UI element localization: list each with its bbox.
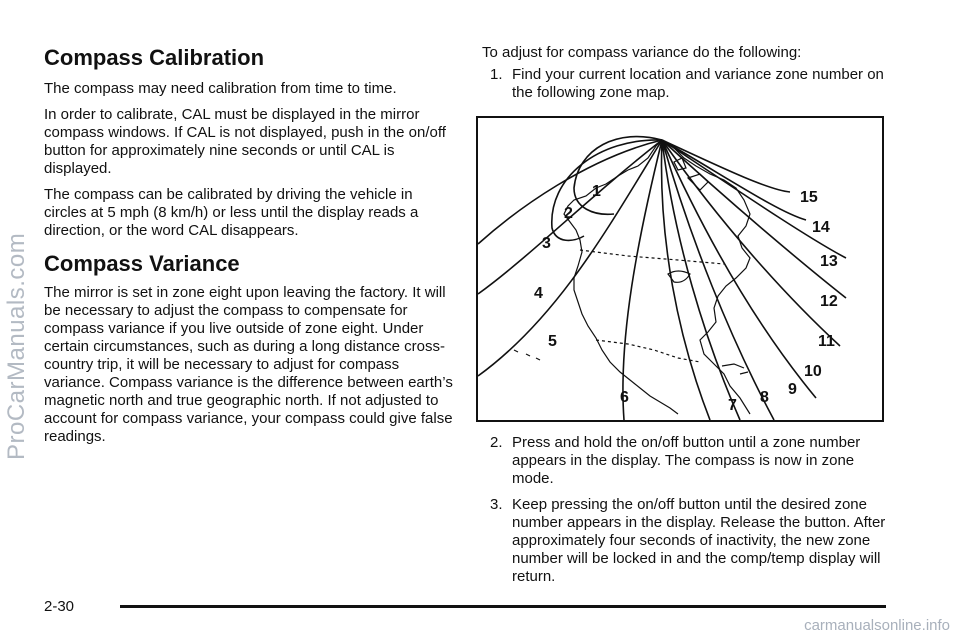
step-3-text: Keep pressing the on/off button until the desired zone number appears in the display. Release the button. After approximately four seconds of inactivity, the new zone number will be locked in and the comp/temp display will return. bbox=[512, 496, 886, 585]
zone-label-12: 12 bbox=[820, 293, 838, 310]
zone-label-9: 9 bbox=[788, 381, 797, 398]
step-1 bbox=[482, 66, 892, 102]
variance-paragraph: The mirror is set in zone eight upon leaving the factory. It will be necessary to adjust the compass to compensate for compass variance if you live outside of zone eight. Under certain circumstances, such as during a long distance cross-country trip, it will be necessary to adjust for compass variance. Compass variance is the difference between earth’s magnetic north and true geographic north. If not adjusted to account for compass variance, your compass could give false readings. bbox=[44, 284, 453, 445]
zone-label-3: 3 bbox=[542, 235, 551, 252]
calibration-paragraph-2: In order to calibrate, CAL must be displayed in the mirror compass windows. If CAL is not displayed, push in the on/off button for approximately nine seconds or until CAL is displayed. bbox=[44, 106, 446, 177]
calibration-paragraph-3: The compass can be calibrated by driving the vehicle in circles at 5 mph (8 km/h) or less until the display reads a direction, or the word CAL disappears. bbox=[44, 186, 419, 239]
step-1-text: Find your current location and variance zone number on the following zone map. bbox=[512, 66, 884, 101]
zone-boundary-lines bbox=[478, 137, 846, 420]
zone-label-15: 15 bbox=[800, 189, 818, 206]
step-2 bbox=[482, 434, 892, 488]
north-america-outline bbox=[514, 140, 750, 414]
zone-label-10: 10 bbox=[804, 363, 822, 380]
variance-zone-map bbox=[476, 116, 884, 422]
step-3-number: 3. bbox=[490, 496, 503, 513]
site-watermark: ProCarManuals.com bbox=[3, 232, 30, 460]
page-number: 2-30 bbox=[44, 598, 75, 615]
calibration-heading: Compass Calibration bbox=[44, 45, 265, 70]
corner-watermark: carmanualsonline.info bbox=[804, 617, 950, 634]
right-column bbox=[482, 44, 892, 110]
zone-map-graphic bbox=[478, 118, 882, 420]
left-column bbox=[44, 44, 454, 446]
variance-intro: To adjust for compass variance do the following: bbox=[482, 44, 802, 61]
zone-label-8: 8 bbox=[760, 389, 769, 406]
step-2-text: Press and hold the on/off button until a zone number appears in the display. The compass is now in zone mode. bbox=[512, 434, 861, 487]
zone-label-6: 6 bbox=[620, 389, 629, 406]
calibration-paragraph-1: The compass may need calibration from time to time. bbox=[44, 80, 397, 97]
variance-heading: Compass Variance bbox=[44, 251, 240, 276]
zone-label-4: 4 bbox=[534, 285, 543, 302]
step-2-number: 2. bbox=[490, 434, 503, 451]
steps-continued bbox=[482, 434, 892, 594]
zone-label-13: 13 bbox=[820, 253, 838, 270]
zone-label-2: 2 bbox=[564, 205, 573, 222]
zone-label-11: 11 bbox=[818, 333, 835, 350]
zone-label-14: 14 bbox=[812, 219, 830, 236]
step-1-number: 1. bbox=[490, 66, 503, 83]
step-3 bbox=[482, 496, 892, 586]
zone-label-5: 5 bbox=[548, 333, 557, 350]
zone-label-1: 1 bbox=[592, 183, 601, 200]
footer-rule bbox=[120, 605, 886, 608]
zone-label-7: 7 bbox=[728, 397, 737, 414]
